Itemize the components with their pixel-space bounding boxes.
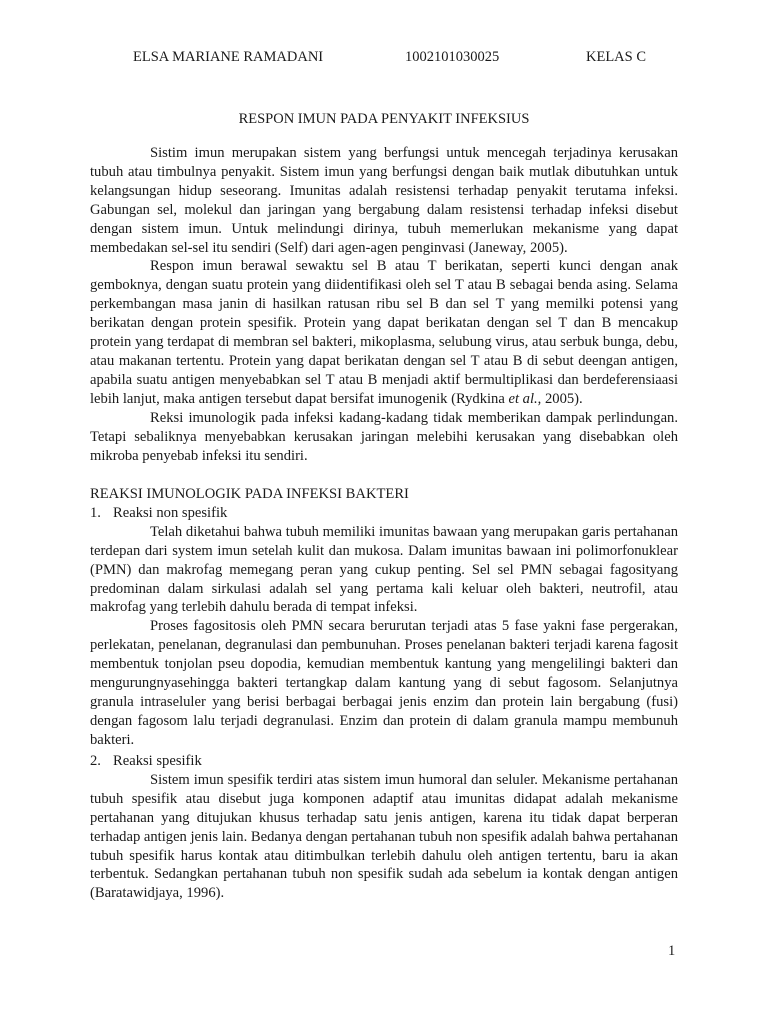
section-specific	[90, 752, 678, 903]
nonspecific-paragraph-1: Telah diketahui bahwa tubuh memiliki imunitas bawaan yang merupakan garis pertahanan terdepan dari system imun setelah kulit dan mukosa. Dalam imunitas bawaan ini polimorfonuklear (PMN) dan makrofag memegang peran yang cukup penting. Sel sel PMN sebagai fagosityang predominan dalam sirkulasi adalah sel yang pertama kali keluar oleh bakteri, neutrofil, atau makrofag yang terlebih dahulu berada di tempat infeksi.	[90, 523, 678, 616]
list-item-nonspecific	[90, 504, 678, 523]
section-bacterial-infection	[90, 485, 678, 750]
page-number: 1	[668, 943, 676, 959]
specific-paragraph-1: Sistem imun spesifik terdiri atas sistem imun humoral dan seluler. Mekanisme pertahanan tubuh spesifik atau disebut juga komponen adaptif atau imunitas didapat adalah mekanisme pertahanan yang ditujukan khusus terhadap satu jenis antigen, karena itu tidak dapat berperan terhadap antigen jenis lain. Bedanya dengan pertahanan tubuh non spesifik adalah bahwa pertahanan tubuh spesifik harus kontak atau ditimbulkan terlebih dahulu oleh antigen tertentu, baru ia akan terbentuk. Sedangkan pertahanan tubuh non spesifik sudah ada sebelum ia kontak dengan antigen (Baratawidjaya, 1996).	[90, 771, 678, 902]
intro-paragraph-1: Sistim imun merupakan sistem yang berfungsi untuk mencegah terjadinya kerusakan tubuh atau timbulnya penyakit. Sistem imun yang berfungsi dengan baik mutlak dibutuhkan untuk kelangsungan hidup seseorang. Imunitas adalah resistensi terhadap penyakit terutama infeksi. Gabungan sel, molekul dan jaringan yang bergabung dalam resistensi terhadap infeksi disebut dengan sistem imun. Untuk melindungi dirinya, tubuh memerlukan mekanisme yang dapat membedakan sel-sel itu sendiri (Self) dari agen-agen penginvasi (Janeway, 2005).	[90, 145, 678, 256]
intro-paragraph-2-text: Respon imun berawal sewaktu sel B atau T berikatan, seperti kunci dengan anak gemboknya, dengan suatu protein yang diidentifikasi oleh sel T atau B sebagai benda asing. Selama perkembangan masa janin di hasilkan ratusan ribu sel B dan sel T yang memilki potensi yang berikatan dengan protein spesifik. Protein yang dapat berikatan dengan sel T dan B mencakup protein yang terdapat di membran sel bakteri, mikoplasma, selubung virus, atau serbuk bunga, debu, atau makanan tertentu. Protein yang dapat berikatan dengan sel T atau B di sebut deengan antigen, apabila suatu antigen menyebabkan sel T atau B menjadi aktif bermultiplikasi dan berdeferensiaasi lebih lanjut, maka antigen tersebut dapat bersifat imunogenik (Rydkina	[90, 258, 678, 407]
intro-paragraph-3: Reksi imunologik pada infeksi kadang-kadang tidak memberikan dampak perlindungan. Tetapi sebaliknya menyebabkan kerusakan jaringan melebihi kerusakan yang disebabkan oleh mikroba penyebab infeksi itu sendiri.	[90, 409, 678, 464]
citation-year: , 2005).	[537, 390, 583, 407]
citation-et-al: et al.	[508, 390, 538, 407]
list-number: 1.	[90, 504, 101, 521]
nonspecific-paragraph-2: Proses fagositosis oleh PMN secara berurutan terjadi atas 5 fase yakni fase pergerakan, perlekatan, penelanan, degranulasi dan pembunuhan. Proses penelanan bakteri terjadi karena fagosit membentuk tonjolan pseu dopodia, kemudian membentuk kantung yang mengelilingi bakteri dan mengurungnyasehingga bakteri tertangkap dalam kantung yang di sebut fagosom. Selanjutnya granula intraseluler yang berisi berbagai berbagai jenis enzim dan protein lain bergabung (fusi) dengan fagosom lalu terjadi degranulasi. Enzim dan protein di dalam granula mampu membunuh bakteri.	[90, 618, 678, 748]
intro-paragraph-2	[90, 257, 678, 408]
list-item-specific	[90, 752, 678, 771]
list-number: 2.	[90, 753, 101, 769]
author-name: ELSA MARIANE RAMADANI	[133, 49, 324, 65]
list-item-title: Reaksi spesifik	[113, 753, 202, 769]
section-heading: REAKSI IMUNOLOGIK PADA INFEKSI BAKTERI	[90, 486, 409, 502]
intro-section	[90, 144, 678, 465]
list-item-title: Reaksi non spesifik	[113, 504, 228, 521]
class-label: KELAS C	[586, 49, 647, 65]
student-id: 1002101030025	[405, 49, 500, 65]
document-title: RESPON IMUN PADA PENYAKIT INFEKSIUS	[238, 111, 530, 127]
